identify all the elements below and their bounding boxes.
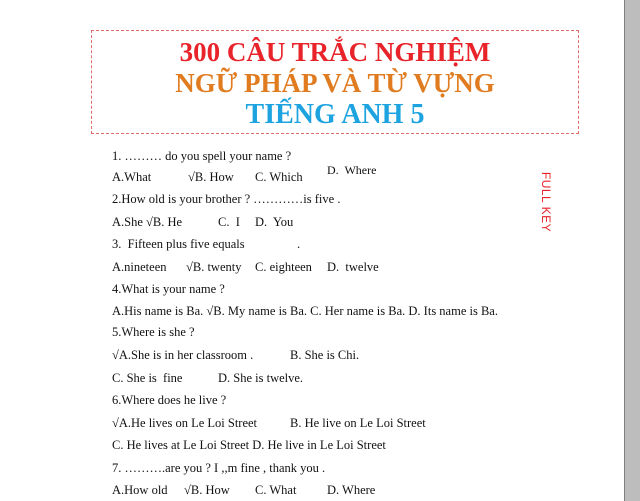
question-2-option-c: C. I [218, 215, 240, 229]
question-6-option-a: √A.He lives on Le Loi Street [112, 416, 258, 430]
question-1-option-a: A.What [112, 170, 152, 184]
question-1-option-b: √B. How [188, 170, 234, 184]
question-7-option-b: √B. How [184, 483, 230, 497]
question-5-option-c: C. She is fine [112, 371, 183, 385]
question-5: 5.Where is she ? [112, 325, 195, 339]
question-1-option-d: D. Where [327, 163, 377, 177]
question-6-option-b: B. He live on Le Loi Street [290, 416, 426, 430]
question-2-option-d: D. You [255, 215, 294, 229]
question-3-period: . [297, 237, 301, 251]
question-3-option-b: √B. twenty [186, 260, 242, 274]
question-1: 1. ……… do you spell your name ? [112, 149, 292, 163]
question-7-option-a: A.How old [112, 483, 168, 497]
full-key-text: FULL KEY [539, 171, 553, 233]
question-6-options-cd: C. He lives at Le Loi Street D. He live in Le Loi Street [112, 438, 386, 452]
question-3-option-c: C. eighteen [255, 260, 312, 274]
question-2: 2.How old is your brother ? …………is five . [112, 192, 341, 206]
question-7-option-d: D. Where [327, 483, 376, 497]
question-5-option-d: D. She is twelve. [218, 371, 304, 385]
question-5-option-b: B. She is Chi. [290, 348, 360, 362]
question-6: 6.Where does he live ? [112, 393, 227, 407]
question-2-options-ab: A.She √B. He [112, 215, 183, 229]
title-line-2: NGỮ PHÁP VÀ TỪ VỰNG [175, 68, 495, 98]
question-4-options: A.His name is Ba. √B. My name is Ba. C. Her name is Ba. D. Its name is Ba. [112, 304, 498, 318]
title-line-3: TIẾNG ANH 5 [245, 99, 425, 130]
question-7-option-c: C. What [255, 483, 297, 497]
question-5-option-a: √A.She is in her classroom . [112, 348, 254, 362]
full-key-label [531, 170, 561, 234]
question-7: 7. ……….are you ? I ,,m fine , thank you . [112, 461, 326, 475]
question-3-option-a: A.nineteen [112, 260, 167, 274]
question-3-option-d: D. twelve [327, 260, 379, 274]
title-box [91, 30, 579, 134]
viewer-background [625, 0, 640, 501]
question-1-option-c: C. Which [255, 170, 303, 184]
title-line-1: 300 CÂU TRẮC NGHIỆM [179, 37, 491, 67]
question-4: 4.What is your name ? [112, 282, 225, 296]
question-3: 3. Fifteen plus five equals [112, 237, 245, 251]
